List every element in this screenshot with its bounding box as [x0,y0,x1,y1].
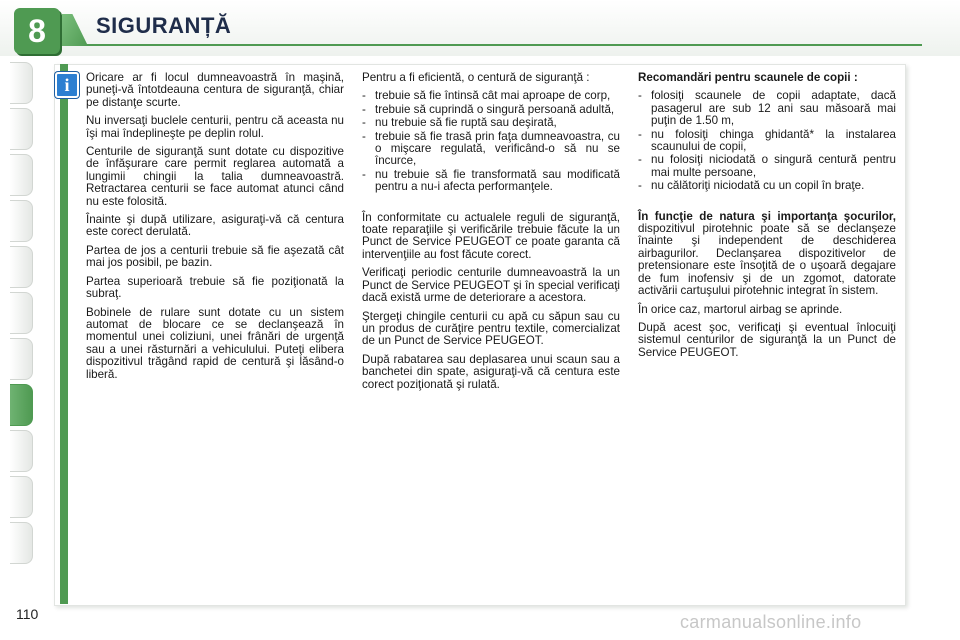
list-item: - trebuie să fie întinsă cât mai aproape de corp, [362,90,620,102]
chapter-title: SIGURANȚĂ [96,13,232,38]
text-column-1 [86,72,344,387]
info-bar [60,64,68,604]
side-tab-8-active[interactable] [10,384,33,426]
belt-requirements-list [362,90,620,193]
watermark: carmanualsonline.info [680,612,862,632]
paragraph: În conformitate cu actualele reguli de siguranţă, toate reparaţiile şi verificările trebuie făcute la un Punct de Service PEUGEOT ce poate garanta că intervenţiile au fost făcute corect. [362,210,620,261]
side-tab-4[interactable] [10,200,33,242]
list-item: - trebuie să cuprindă o singură persoană adultă, [362,104,620,116]
chapter-side-tabs [10,62,36,578]
side-tab-3[interactable] [10,154,33,196]
paragraph: Oricare ar fi locul dumneavoastră în maşină, puneţi-vă întotdeauna centura de siguranţă, chiar pe distanţe scurte. [86,71,344,109]
pretensioner-text: dispozitivul pirotehnic poate să se declanşeze înainte şi independent de deschiderea airbagurilor. Declanşarea dispozitivelor de pretensionare este însoţită de o uşoară degajare de fum inofensiv şi de un zgomot, datorate activării cartuşului pirotehnic integrat în sistem. [638,222,896,298]
child-seat-heading: Recomandări pentru scaunele de copii : [638,71,858,84]
side-tab-2[interactable] [10,108,33,150]
side-tab-7[interactable] [10,338,33,380]
side-tab-1[interactable] [10,62,33,104]
paragraph: După rabatarea sau deplasarea unui scaun sau a banchetei din spate, asiguraţi-vă că centura este corect poziţionată şi rulată. [362,352,620,391]
text-column-3 [638,72,896,365]
chapter-number-badge: 8 [14,8,60,54]
side-tab-9[interactable] [10,430,33,472]
paragraph: Bobinele de rulare sunt dotate cu un sistem automat de blocare ce se declanşează în momentul unei coliziuni, unei frânări de urgenţă sau a unei răsturnări a vehiculului. Puteţi elibera dispozitivul trăgând rapid de centură şi lăsând-o liberă. [86,305,344,381]
list-intro: Pentru a fi eficientă, o centură de siguranţă : [362,71,590,84]
paragraph: Ştergeţi chingile centurii cu apă cu săpun sau cu un produs de curăţire pentru textile, comercializat de un Punct de Service PEUGEOT. [362,309,620,348]
pretensioner-paragraph [638,211,896,298]
list-item: - nu călătoriţi niciodată cu un copil în braţe. [638,180,896,192]
list-item: - nu trebuie să fie transformată sau modificată pentru a nu-i afecta performanţele. [362,169,620,194]
side-tab-10[interactable] [10,476,33,518]
paragraph: Verificaţi periodic centurile dumneavoastră la un Punct de Service PEUGEOT şi în special verificaţi dacă există urme de deteriorare a acestora. [362,266,620,305]
side-tab-5[interactable] [10,246,33,288]
child-seat-list [638,90,896,192]
paragraph: După acest şoc, verificaţi şi eventual înlocuiţi sistemul centurilor de siguranţă la un Punct de Service PEUGEOT. [638,320,896,359]
pretensioner-lead: În funcţie de natura şi importanţa şocurilor, [638,209,896,223]
paragraph: Partea de jos a centurii trebuie să fie aşezată cât mai jos posibil, pe bazin. [86,243,344,270]
paragraph: Înainte şi după utilizare, asiguraţi-vă că centura este corect derulată. [86,213,344,239]
list-item: - folosiţi scaunele de copii adaptate, dacă pasagerul are sub 12 ani sau măsoară mai puţin de 1.50 m, [638,90,896,127]
list-item: - trebuie să fie trasă prin faţa dumneavoastra, cu o mişcare regulată, verificând-o să nu se încurce, [362,131,620,168]
page-number: 110 [16,606,39,622]
info-icon: i [55,72,79,98]
list-item: - nu folosiţi niciodată o singură centură pentru mai multe persoane, [638,154,896,179]
paragraph: În orice caz, martorul airbag se aprinde. [638,302,843,316]
text-column-2 [362,72,620,397]
side-tab-11[interactable] [10,522,33,564]
paragraph: Nu inversaţi buclele centurii, pentru că aceasta nu îşi mai îndeplineşte pe deplin rolul. [86,114,344,140]
paragraph: Partea superioară trebuie să fie poziţionată la subraţ. [86,274,344,301]
list-item: - nu folosiţi chinga ghidantă* la instalarea scaunului de copii, [638,129,896,154]
side-tab-6[interactable] [10,292,33,334]
paragraph: Centurile de siguranţă sunt dotate cu dispozitive de înfăşurare care permit reglarea automată a lungimii chingii la talia dumneavoastră. Retractarea centurii se face automat atunci când nu este folosită. [86,145,344,208]
header-underline [62,44,922,46]
list-item: - nu trebuie să fie ruptă sau deşirată, [362,117,620,129]
